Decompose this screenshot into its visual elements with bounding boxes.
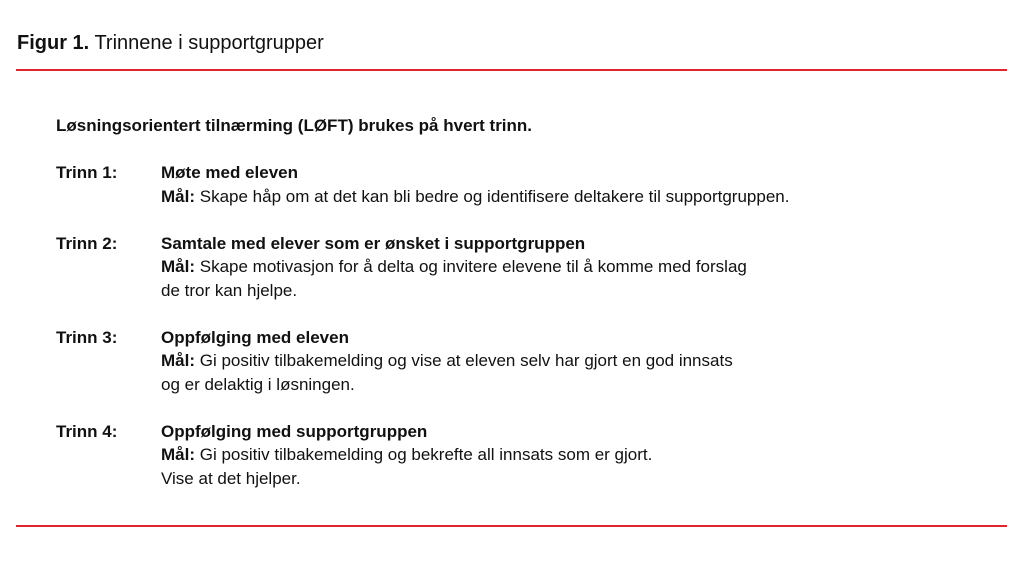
step-label: Trinn 3: [56,327,118,347]
goal-text: Gi positiv tilbakemelding og bekrefte all innsats som er gjort. [199,445,653,464]
bottom-divider [16,525,1007,527]
step-body [161,326,986,397]
step-4 [56,420,986,491]
goal-line-continued: og er delaktig i løsningen. [161,374,355,394]
step-1 [56,161,986,208]
goal-label: Mål: [161,351,195,370]
goal-line [161,349,986,373]
top-divider [16,69,1007,71]
intro-text: Løsningsorientert tilnærming (LØFT) brukes på hvert trinn. [56,116,533,135]
step-body [161,420,986,491]
goal-text: Gi positiv tilbakemelding og vise at eleven selv har gjort en god innsats [199,351,733,370]
step-label: Trinn 1: [56,163,118,182]
step-label: Trinn 4: [56,421,118,441]
step-body [161,232,986,303]
step-2 [56,232,986,303]
goal-line-continued: de tror kan hjelpe. [161,280,298,300]
step-body [161,161,986,208]
step-heading: Samtale med elever som er ønsket i supportgruppen [161,233,586,253]
step-heading: Oppfølging med supportgruppen [161,421,428,441]
goal-label: Mål: [161,257,195,276]
steps-content [56,114,986,514]
goal-label: Mål: [161,445,195,464]
step-heading: Oppfølging med eleven [161,327,349,347]
goal-line-continued: Vise at det hjelper. [161,468,301,488]
figure-title [17,29,324,57]
goal-line [161,255,986,279]
step-heading: Møte med eleven [161,163,298,182]
goal-line [161,443,986,467]
goal-text: Skape motivasjon for å delta og invitere elevene til å komme med forslag [199,257,747,276]
figure-label: Figur 1. [17,32,90,54]
goal-label: Mål: [161,186,195,206]
figure-title-text: Trinnene i supportgrupper [94,32,324,54]
step-3 [56,326,986,397]
goal-text: Skape håp om at det kan bli bedre og identifisere deltakere til supportgruppen. [199,186,790,206]
goal-line [161,185,986,209]
step-label: Trinn 2: [56,233,118,253]
